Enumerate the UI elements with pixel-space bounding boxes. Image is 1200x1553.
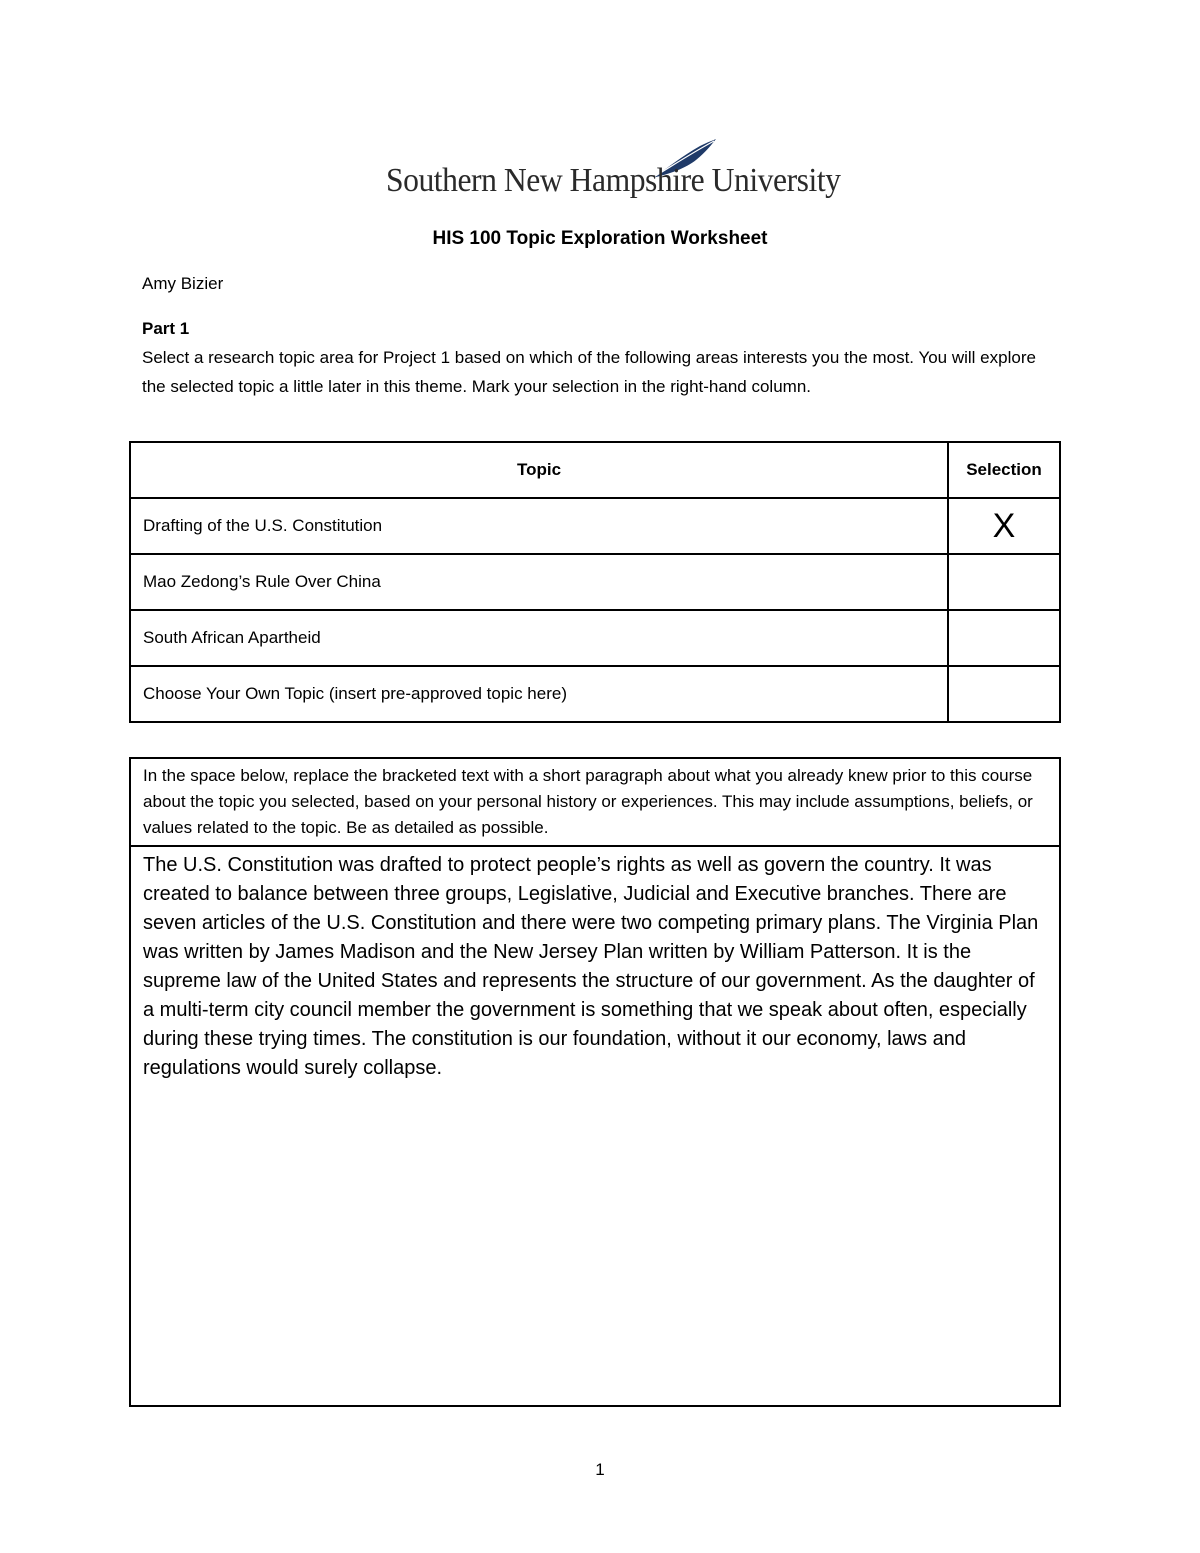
- table-row: [130, 554, 1060, 610]
- topic-cell: Drafting of the U.S. Constitution: [130, 498, 948, 554]
- part-heading: Part 1: [142, 319, 190, 338]
- selection-cell[interactable]: [948, 498, 1060, 554]
- topic-cell: Mao Zedong’s Rule Over China: [130, 554, 948, 610]
- reflection-prompt: In the space below, replace the bracketed text with a short paragraph about what you already knew prior to this course about the topic you selected, based on your personal history or experiences. This may include assumptions, beliefs, or values related to the topic. Be as detailed as possible.: [131, 759, 1059, 847]
- table-row: [130, 610, 1060, 666]
- selection-cell[interactable]: [948, 554, 1060, 610]
- topic-cell: Choose Your Own Topic (insert pre-approved topic here): [130, 666, 948, 722]
- university-logo: [386, 138, 841, 210]
- table-header-row: [130, 442, 1060, 498]
- document-title: HIS 100 Topic Exploration Worksheet: [432, 228, 768, 249]
- author-name: Amy Bizier: [142, 274, 224, 293]
- table-row: [130, 498, 1060, 554]
- table-row: [130, 666, 1060, 722]
- topic-table: [129, 441, 1061, 723]
- selection-header: Selection: [948, 442, 1060, 498]
- topic-cell: South African Apartheid: [130, 610, 948, 666]
- page-number: 1: [595, 1460, 605, 1479]
- topic-header: Topic: [130, 442, 948, 498]
- logo-text: Southern New Hampshire University: [386, 162, 841, 199]
- reflection-answer[interactable]: The U.S. Constitution was drafted to protect people’s rights as well as govern the country. It was created to balance between three groups, Legislative, Judicial and Executive branches. There are seven articles of the U.S. Constitution and there were two competing primary plans. The Virginia Plan was written by James Madison and the New Jersey Plan written by William Patterson. It is the supreme law of the United States and represents the structure of our government. As the daughter of a multi-term city council member the government is something that we speak about often, especially during these trying times. The constitution is our foundation, without it our economy, laws and regulations would surely collapse.: [143, 854, 1039, 1079]
- selection-cell[interactable]: [948, 666, 1060, 722]
- reflection-box: [129, 757, 1061, 1407]
- selection-mark: X: [992, 506, 1016, 545]
- part-instructions: Select a research topic area for Project 1 based on which of the following areas interests you the most. You will explore the selected topic a little later in this theme. Mark your selection in the right-hand column.: [142, 348, 1036, 396]
- selection-cell[interactable]: [948, 610, 1060, 666]
